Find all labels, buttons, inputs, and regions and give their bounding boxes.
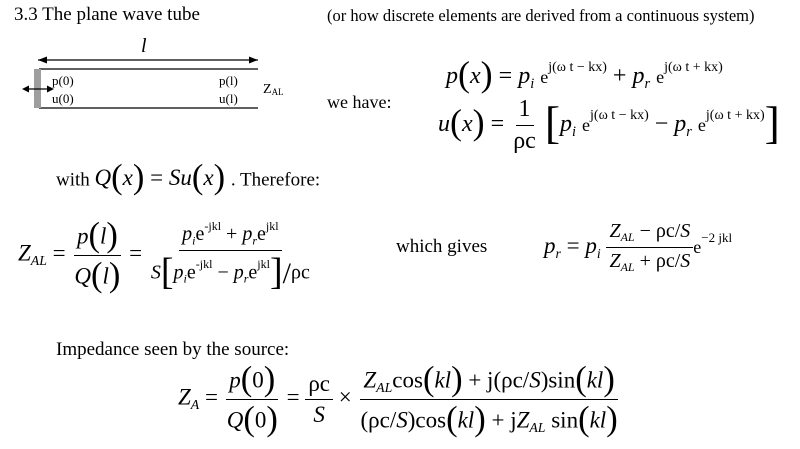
length-arrow-right [249,57,258,64]
velocity-equation: u(x) = $\frac{1}{\rho c}$ [$p_i$ $e^{j(\omega t - kx)} - p_r$ $e^{j(\omega t + kx)}$] [438,96,780,154]
p0-label: p(0) [52,73,74,88]
which-gives-text: which gives [396,236,488,257]
source-impedance-equation: $Z_A$ = $\frac{p(0)}{Q(0)}$ = $\frac{\rho c}{S}$ × $\frac{Z_{AL}\cos(kl) + j(\rho c/S)\sin(kl)}{(\rho c/S)\cos(kl) + jZ_{AL} \sin(kl)}$ [178,360,618,438]
slide-subtitle: (or how discrete elements are derived from a continuous system) [327,6,755,25]
slide-title: 3.3 The plane wave tube [14,4,200,25]
length-label: l [141,38,147,57]
length-arrow-left [38,57,47,64]
reflected-pressure-equation: $p_r = p_i$ $\frac{Z_{AL} - \rho c/S}{Z_{AL} + \rho c/S}$ $e^{-2 jkl}$ [544,220,733,275]
with-line: with Q(x) = Su(x) . Therefore: [56,158,321,196]
pl-label: p(l) [219,73,238,88]
tube-diagram [10,38,300,116]
zal-equation: $Z_{AL}$ = $\frac{p(l)}{Q(l)}$ = $\frac{p_ie^{-jkl} + p_re^{jkl}}{S[p_ie^{-jkl} - p_re^{jkl}]/\rho c}$ [18,216,310,294]
zal-label: ZAL [263,82,284,97]
we-have-text: we have: [327,92,392,112]
pressure-equation: $p(x) = p_i$ $e^{j(\omega t - kx)} + p_r$ $e^{j(\omega t + kx)}$ [446,54,723,94]
impedance-label: Impedance seen by the source: [56,339,290,360]
ul-label: u(l) [219,91,238,106]
u0-label: u(0) [52,91,74,106]
motion-arrowhead-left [22,86,29,93]
